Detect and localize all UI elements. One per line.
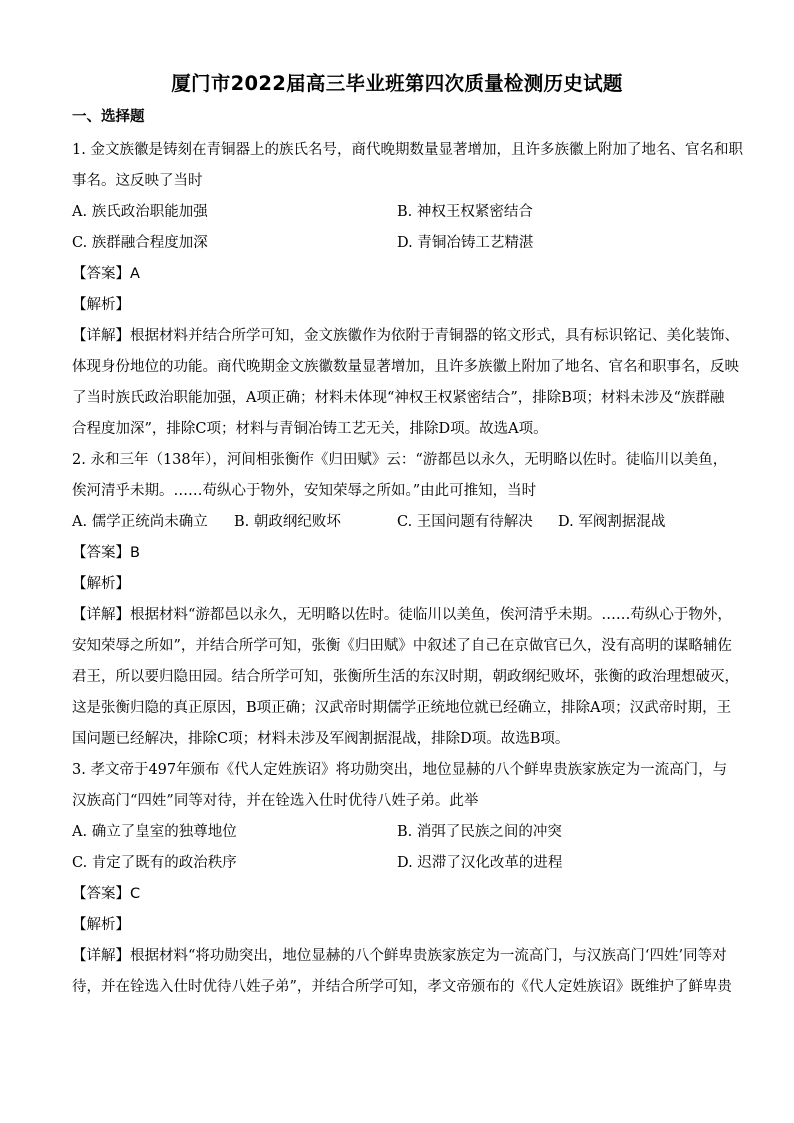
q2-detail-line-5: 国问题已经解决，排除C项；材料未涉及军阀割据混战，排除D项。故选B项。 [72, 731, 570, 747]
q1-detail-line-1: 【详解】根据材料并结合所学可知，金文族徽作为依附于青铜器的铭文形式，具有标识铭记、美化装饰、 [72, 328, 739, 344]
q2-option-d: D. 军阀割据混战 [558, 514, 666, 530]
q3-detail-line-2: 待，并在铨选入仕时优待八姓子弟”，并结合所学可知，孝文帝颁布的《代人定姓族诏》既维护了鲜卑贵 [72, 979, 732, 995]
q2-answer: 【答案】B [72, 545, 140, 561]
section-heading: 一、选择题 [72, 109, 145, 125]
q1-option-b: B. 神权王权紧密结合 [397, 204, 533, 220]
q3-option-c: C. 肯定了既有的政治秩序 [72, 855, 237, 871]
q3-stem-line-2: 汉族高门“四姓”同等对待，并在铨选入仕时优待八姓子弟。此举 [72, 793, 479, 809]
q2-detail-line-1: 【详解】根据材料“游都邑以永久，无明略以佐时。徒临川以美鱼，俟河清乎未期。……苟纵心于物外， [72, 607, 732, 623]
q3-stem-line-1: 3. 孝文帝于497年颁布《代人定姓族诏》将功勋突出，地位显赫的八个鲜卑贵族家族定为一流高门，与 [72, 762, 728, 778]
q2-option-a: A. 儒学正统尚未确立 [72, 514, 208, 530]
q2-option-b: B. 朝政纲纪败坏 [234, 514, 341, 530]
q3-answer: 【答案】C [72, 886, 141, 902]
q3-option-a: A. 确立了皇室的独尊地位 [72, 824, 237, 840]
q2-stem-line-2: 俟河清乎未期。……苟纵心于物外，安知荣辱之所如。”由此可推知，当时 [72, 483, 537, 499]
q1-detail-line-3: 了当时族氏政治职能加强，A项正确；材料未体现“神权王权紧密结合”，排除B项；材料未涉及“族群融 [72, 390, 725, 406]
q2-detail-line-3: 君王，所以要归隐田园。结合所学可知，张衡所生活的东汉时期，朝政纲纪败坏，张衡的政治理想破灭， [72, 669, 739, 685]
page-title: 厦门市2022届高三毕业班第四次质量检测历史试题 [171, 72, 623, 95]
q1-answer: 【答案】A [72, 266, 140, 282]
q1-stem-line-1: 1. 金文族徽是铸刻在青铜器上的族氏名号，商代晚期数量显著增加，且许多族徽上附加了地名、官名和职 [72, 142, 743, 158]
q1-option-d: D. 青铜冶铸工艺精湛 [397, 235, 534, 251]
q2-stem-line-1: 2. 永和三年（138年），河间相张衡作《归田赋》云：“游都邑以永久，无明略以佐时。徒临川以美鱼， [72, 452, 728, 468]
q2-detail-line-2: 安知荣辱之所如”，并结合所学可知，张衡《归田赋》中叙述了自己在京做官已久，没有高明的谋略辅佐 [72, 638, 732, 654]
q1-option-a: A. 族氏政治职能加强 [72, 204, 208, 220]
q1-detail-line-4: 合程度加深”，排除C项；材料与青铜冶铸工艺无关，排除D项。故选A项。 [72, 421, 548, 437]
q2-option-c: C. 王国问题有待解决 [397, 514, 533, 530]
q3-option-d: D. 迟滞了汉化改革的进程 [397, 855, 563, 871]
q2-analysis-label: 【解析】 [72, 576, 130, 592]
q1-analysis-label: 【解析】 [72, 297, 130, 313]
q3-option-b: B. 消弭了民族之间的冲突 [397, 824, 562, 840]
q2-detail-line-4: 这是张衡归隐的真正原因，B项正确；汉武帝时期儒学正统地位就已经确立，排除A项；汉武帝时期，王 [72, 700, 732, 716]
q1-detail-line-2: 体现身份地位的功能。商代晚期金文族徽数量显著增加，且许多族徽上附加了地名、官名和职事名，反映 [72, 359, 739, 375]
q1-option-c: C. 族群融合程度加深 [72, 235, 208, 251]
q3-analysis-label: 【解析】 [72, 917, 130, 933]
q1-stem-line-2: 事名。这反映了当时 [72, 173, 203, 189]
q3-detail-line-1: 【详解】根据材料“将功勋突出，地位显赫的八个鲜卑贵族家族定为一流高门，与汉族高门‘四姓’同等对 [72, 948, 727, 964]
